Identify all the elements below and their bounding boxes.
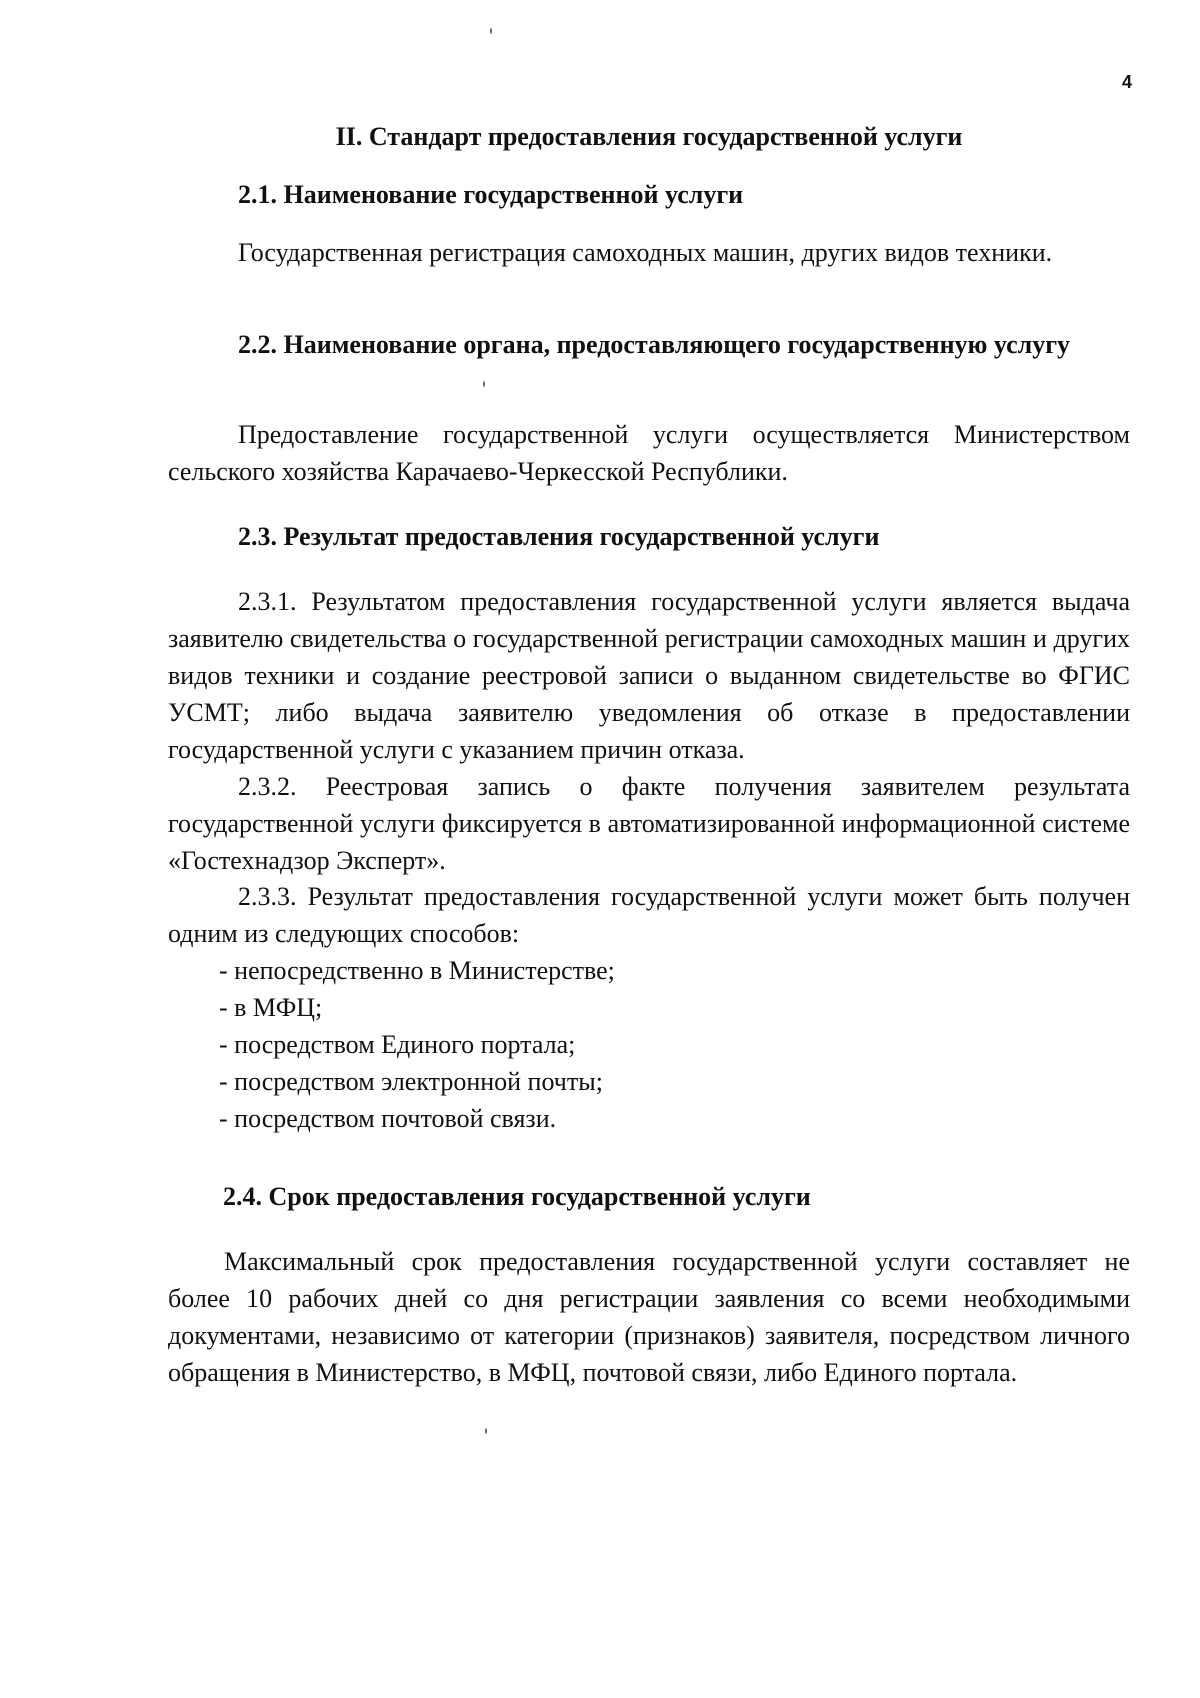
heading-2-3: 2.3. Результат предоставления государственной услуги [238,522,880,551]
paragraph-2-3-1: 2.3.1. Результатом предоставления государственной услуги является выдача заявителю свидетельства о государственной регистрации самоходных машин и других видов техники и создание реестровой записи о выданном свидетельстве во ФГИС УСМТ; либо выдача заявителю уведомления об отказе в предоставлении государственной услуги с указанием причин отказа. [168,587,1130,764]
scan-speck [483,381,485,387]
section-title: II. Стандарт предоставления государственной услуги [335,122,963,151]
heading-2-1: 2.1. Наименование государственной услуги [238,180,744,209]
paragraph-2-4: Максимальный срок предоставления государственной услуги составляет не более 10 рабочих дней со дня регистрации заявления со всеми необходимыми документами, независимо от категории (признаков) заявителя, посредством личного обращения в Министерство, в МФЦ, почтовой связи, либо Единого портала. [168,1247,1130,1387]
scan-speck [485,1428,487,1434]
paragraph-2-3-3: 2.3.3. Результат предоставления государственной услуги может быть получен одним из следующих способов: [168,882,1130,948]
list-item-ministry: - непосредственно в Министерстве; [219,956,615,985]
paragraph-2-2: Предоставление государственной услуги осуществляется Министерством сельского хозяйства Карачаево-Черкесской Республики. [168,420,1130,486]
paragraph-2-1: Государственная регистрация самоходных машин, других видов техники. [238,238,1053,267]
list-item-mfc: - в МФЦ; [219,993,323,1022]
list-item-unified-portal: - посредством Единого портала; [219,1030,576,1059]
list-item-post: - посредством почтовой связи. [219,1104,557,1133]
heading-2-4: 2.4. Срок предоставления государственной услуги [223,1182,811,1211]
paragraph-2-3-2: 2.3.2. Реестровая запись о факте получения заявителем результата государственной услуги фиксируется в автоматизированной информационной системе «Гостехнадзор Эксперт». [168,772,1130,875]
heading-2-2: 2.2. Наименование органа, предоставляющего государственную услугу [238,330,1071,359]
list-item-email: - посредством электронной почты; [219,1067,603,1096]
page-number: 4 [1121,72,1132,92]
scan-speck [490,28,492,34]
